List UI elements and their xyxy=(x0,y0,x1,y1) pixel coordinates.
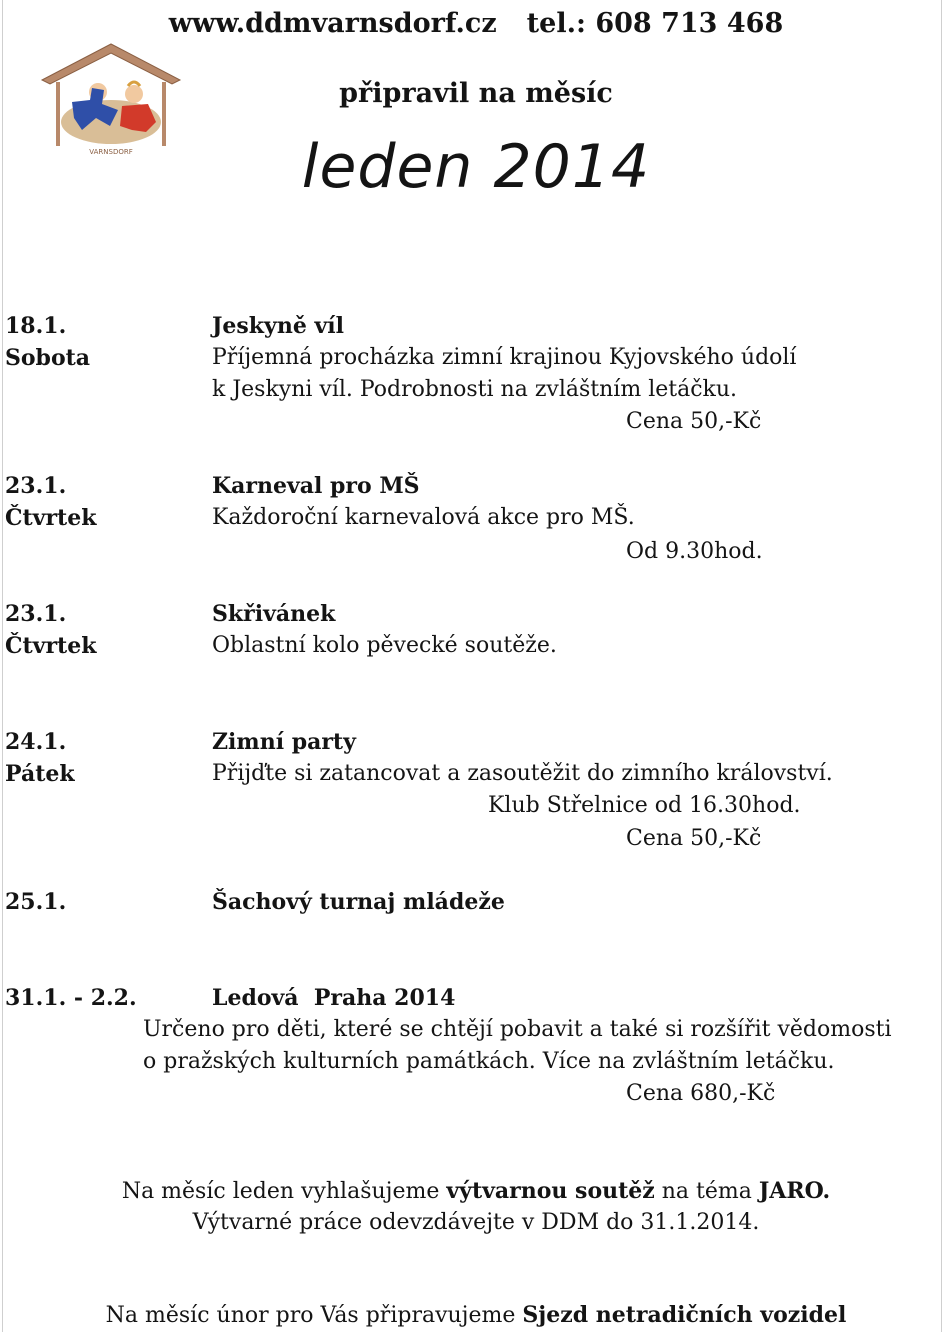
contest-announcement xyxy=(0,1178,952,1204)
event-description-line: Každoroční karnevalová akce pro MŠ. xyxy=(212,505,635,530)
event-place: Klub Střelnice od 16.30hod. xyxy=(488,793,801,818)
event-date: 31.1. - 2.2. xyxy=(5,985,137,1011)
next-event: Sjezd netradičních vozidel xyxy=(522,1302,847,1328)
event-price: Cena 50,-Kč xyxy=(626,826,762,851)
event-day: Sobota xyxy=(5,345,91,371)
svg-text:VARNSDORF: VARNSDORF xyxy=(89,148,133,156)
event-description-line: Příjemná procházka zimní krajinou Kyjovského údolí xyxy=(212,345,797,370)
website-link[interactable]: www.ddmvarnsdorf.cz xyxy=(168,8,497,39)
event-title: Skřivánek xyxy=(212,601,336,627)
event-title: Jeskyně víl xyxy=(212,313,344,339)
next-month-announcement xyxy=(0,1302,952,1328)
event-description-line: Přijďte si zatancovat a zasoutěžit do zimního království. xyxy=(212,761,833,786)
event-day: Čtvrtek xyxy=(5,633,97,659)
event-price: Cena 680,-Kč xyxy=(626,1081,776,1106)
event-date: 18.1. xyxy=(5,313,67,339)
contest-deadline: Výtvarné práce odevzdávejte v DDM do 31.1.2014. xyxy=(192,1210,760,1235)
month-title: leden 2014 xyxy=(301,132,651,202)
next-intro: Na měsíc únor pro Vás připravujeme xyxy=(105,1303,523,1328)
event-date: 25.1. xyxy=(5,889,67,915)
event-time: Od 9.30hod. xyxy=(626,539,763,564)
header-contact xyxy=(0,8,952,39)
event-date: 23.1. xyxy=(5,473,67,499)
contest-intro: Na měsíc leden vyhlašujeme xyxy=(121,1179,447,1204)
event-title: Šachový turnaj mládeže xyxy=(212,889,505,915)
event-title: Karneval pro MŠ xyxy=(212,473,420,499)
event-price: Cena 50,-Kč xyxy=(626,409,762,434)
event-date: 23.1. xyxy=(5,601,67,627)
contest-theme: JARO. xyxy=(758,1178,831,1204)
event-title: Zimní party xyxy=(212,729,356,755)
event-title: Ledová Praha 2014 xyxy=(212,985,456,1011)
event-day: Čtvrtek xyxy=(5,505,97,531)
event-description-line: Oblastní kolo pěvecké soutěže. xyxy=(212,633,557,658)
contest-type: výtvarnou soutěž xyxy=(446,1178,655,1204)
event-day: Pátek xyxy=(5,761,75,787)
event-description-line: k Jeskyni víl. Podrobnosti na zvláštním letáčku. xyxy=(212,377,738,402)
contest-mid: na téma xyxy=(654,1179,759,1204)
event-description-line: Určeno pro děti, které se chtějí pobavit a také si rozšířit vědomosti xyxy=(143,1017,892,1042)
phone-number: tel.: 608 713 468 xyxy=(526,8,784,39)
prepared-for-month: připravil na měsíc xyxy=(339,78,613,109)
event-date: 24.1. xyxy=(5,729,67,755)
event-description-line: o pražských kulturních památkách. Více na zvláštním letáčku. xyxy=(143,1049,835,1074)
